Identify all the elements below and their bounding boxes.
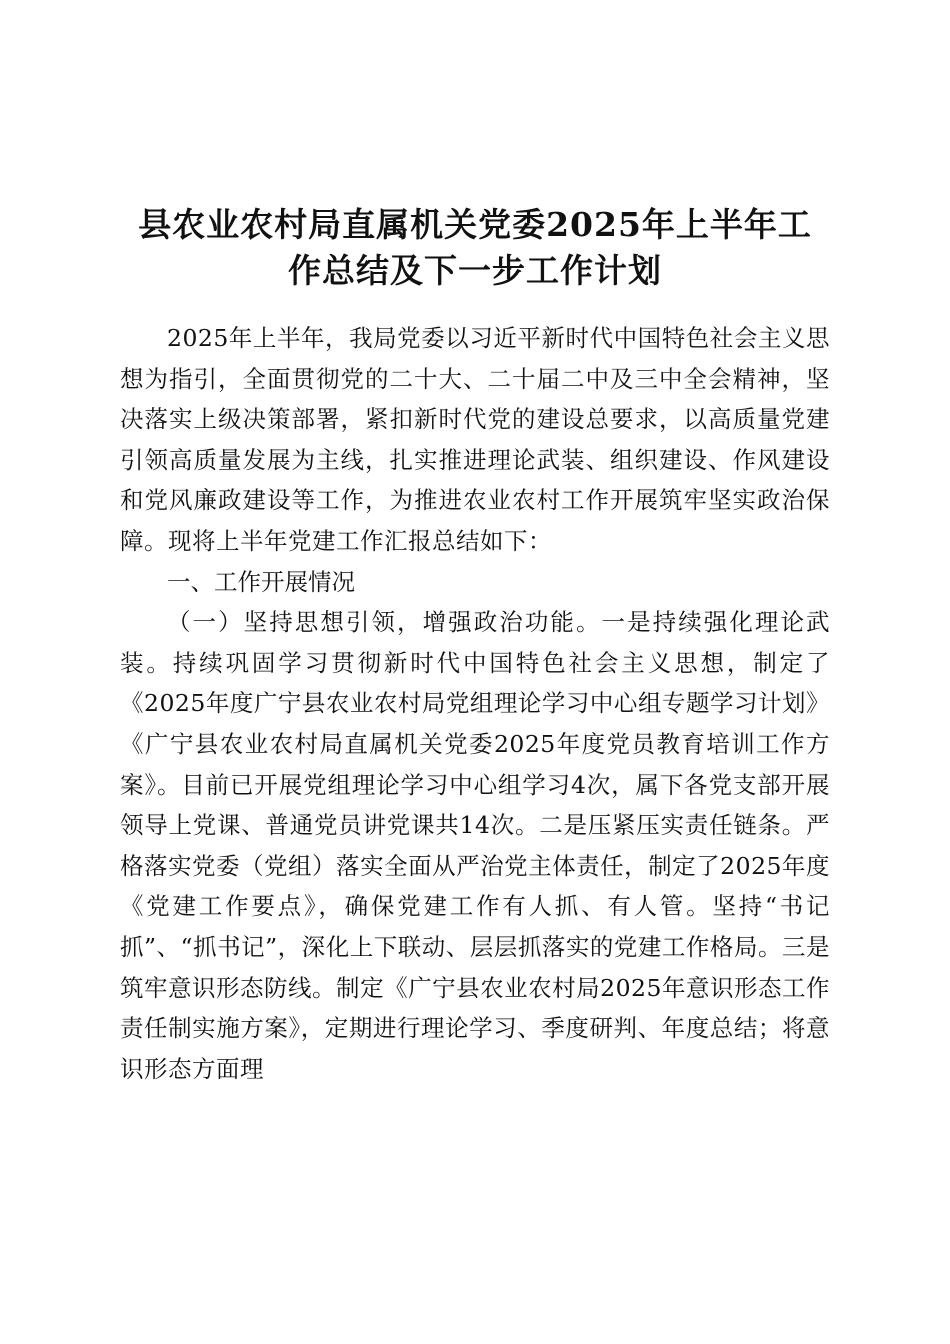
section-heading-work-progress: 一、工作开展情况 bbox=[167, 567, 355, 596]
title-line-1: 县农业农村局直属机关党委2025年上半年工 bbox=[138, 205, 812, 245]
intro-paragraph: 2025年上半年，我局党委以习近平新时代中国特色社会主义思想为指引，全面贯彻党的二十大、二十届二中及三中全会精神，坚决落实上级决策部署，紧扣新时代党的建设总要求，以高质量党建引领高质量发展为主线，扎实推进理论武装、组织建设、作风建设和党风廉政建设等工作，为推进农业农村工作开展筑牢坚实政治保障。现将上半年党建工作汇报总结如下： bbox=[120, 324, 830, 555]
title-line-2: 作总结及下一步工作计划 bbox=[288, 251, 662, 291]
document-body bbox=[120, 318, 830, 1089]
document-title bbox=[120, 202, 830, 294]
subsection-body: 一是持续强化理论武装。持续巩固学习贯彻新时代中国特色社会主义思想，制定了《2025年度广宁县农业农村局党组理论学习中心组专题学习计划》《广宁县农业农村局直属机关党委2025年度党员教育培训工作方案》。目前已开展党组理论学习中心组学习4次，属下各党支部开展领导上党课、普通党员讲党课共14次。二是压紧压实责任链条。严格落实党委（党组）落实全面从严治党主体责任，制定了2025年度《党建工作要点》，确保党建工作有人抓、有人管。坚持“书记抓”、“抓书记”，深化上下联动、层层抓落实的党建工作格局。三是筑牢意识形态防线。制定《广宁县农业农村局2025年意识形态工作责任制实施方案》，定期进行理论学习、季度研判、年度总结；将意识形态方面理 bbox=[120, 608, 831, 1083]
subsection-heading: （一）坚持思想引领，增强政治功能。 bbox=[167, 608, 602, 637]
subsection-paragraph-ideological-leadership bbox=[120, 602, 830, 1089]
